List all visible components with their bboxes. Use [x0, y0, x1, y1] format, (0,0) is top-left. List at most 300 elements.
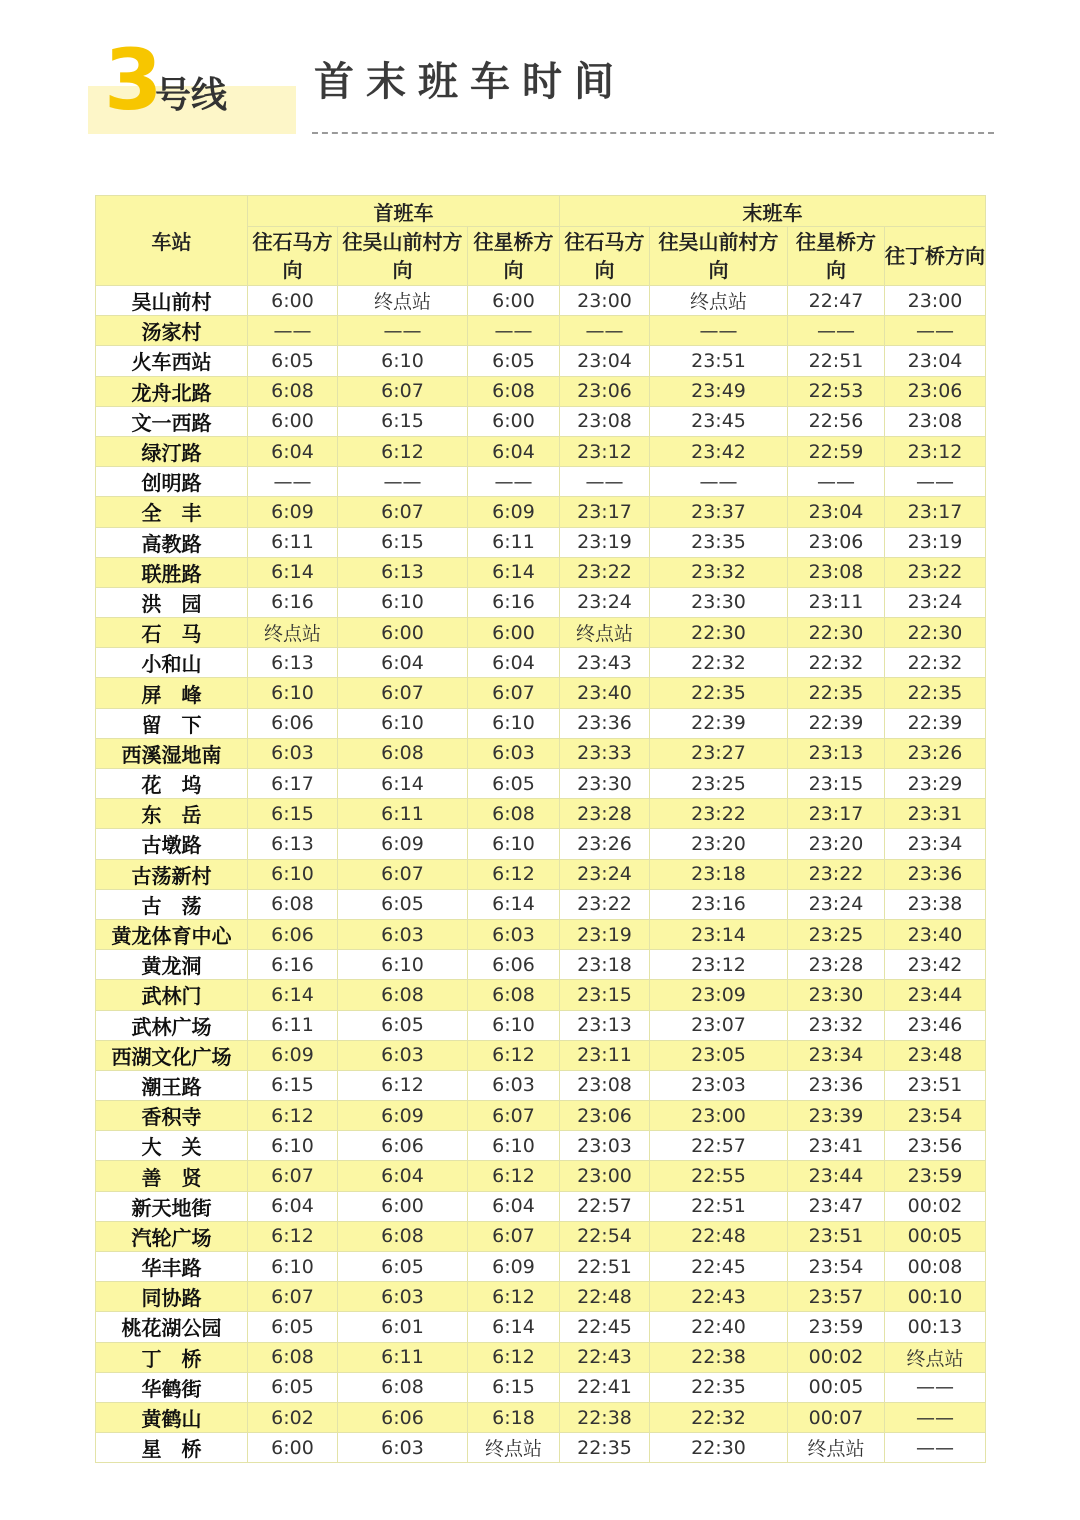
time-cell: 6:08 — [338, 1372, 468, 1402]
time-cell: 23:17 — [560, 497, 650, 527]
station-name: 古墩路 — [96, 829, 248, 859]
time-cell: 23:15 — [560, 980, 650, 1010]
time-cell: 6:12 — [468, 1282, 560, 1312]
time-cell: 22:56 — [788, 406, 885, 436]
time-cell: 23:07 — [650, 1010, 788, 1040]
time-cell: 6:00 — [338, 1191, 468, 1221]
time-cell: —— — [885, 1433, 986, 1463]
time-cell: 6:12 — [338, 1070, 468, 1100]
station-name: 吴山前村 — [96, 286, 248, 316]
time-cell: 23:42 — [650, 436, 788, 466]
time-cell: 6:07 — [338, 497, 468, 527]
table-row — [96, 1312, 986, 1342]
time-cell: 22:30 — [650, 618, 788, 648]
station-name: 东 岳 — [96, 799, 248, 829]
time-cell: 22:38 — [650, 1342, 788, 1372]
time-cell: 23:12 — [650, 950, 788, 980]
time-cell: 6:09 — [338, 1101, 468, 1131]
time-cell: 6:07 — [248, 1282, 338, 1312]
station-column-header: 车站 — [96, 196, 248, 286]
time-cell: 23:29 — [885, 769, 986, 799]
time-cell: 6:11 — [338, 1342, 468, 1372]
time-cell: 6:03 — [338, 919, 468, 949]
time-cell: 23:44 — [788, 1161, 885, 1191]
timetable — [95, 195, 986, 1463]
time-cell: 6:18 — [468, 1402, 560, 1432]
station-name: 同协路 — [96, 1282, 248, 1312]
time-cell: 23:25 — [788, 919, 885, 949]
station-name: 花 坞 — [96, 769, 248, 799]
time-cell: 6:05 — [468, 769, 560, 799]
time-cell: 终点站 — [338, 286, 468, 316]
time-cell: 6:07 — [338, 678, 468, 708]
time-cell: 终点站 — [248, 618, 338, 648]
time-cell: 22:35 — [650, 1372, 788, 1402]
time-cell: 6:10 — [248, 678, 338, 708]
time-cell: 6:16 — [248, 587, 338, 617]
time-cell: —— — [248, 316, 338, 346]
time-cell: 22:39 — [885, 708, 986, 738]
time-cell: 6:06 — [338, 1131, 468, 1161]
time-cell: 6:10 — [248, 859, 338, 889]
last-dir-header: 往吴山前村方向 — [650, 227, 788, 286]
station-name: 西溪湿地南 — [96, 738, 248, 768]
time-cell: 23:08 — [788, 557, 885, 587]
time-cell: 22:51 — [788, 346, 885, 376]
station-name: 汤家村 — [96, 316, 248, 346]
time-cell: 23:54 — [788, 1252, 885, 1282]
station-name: 新天地街 — [96, 1191, 248, 1221]
time-cell: 6:14 — [248, 980, 338, 1010]
time-cell: 6:00 — [338, 618, 468, 648]
time-cell: 6:15 — [248, 1070, 338, 1100]
table-row — [96, 497, 986, 527]
time-cell: 23:38 — [885, 889, 986, 919]
time-cell: 00:05 — [885, 1221, 986, 1251]
time-cell: 23:45 — [650, 406, 788, 436]
time-cell: 23:30 — [560, 769, 650, 799]
time-cell: 23:16 — [650, 889, 788, 919]
time-cell: 23:00 — [650, 1101, 788, 1131]
time-cell: 6:10 — [468, 829, 560, 859]
time-cell: 23:37 — [650, 497, 788, 527]
time-cell: 23:05 — [650, 1040, 788, 1070]
time-cell: 00:13 — [885, 1312, 986, 1342]
time-cell: 终点站 — [650, 286, 788, 316]
table-row — [96, 1070, 986, 1100]
time-cell: 23:17 — [788, 799, 885, 829]
time-cell: 6:11 — [248, 1010, 338, 1040]
time-cell: 23:20 — [650, 829, 788, 859]
table-row — [96, 527, 986, 557]
time-cell: 23:08 — [560, 1070, 650, 1100]
time-cell: 23:22 — [650, 799, 788, 829]
dashed-divider — [312, 132, 994, 134]
header-row-groups — [96, 196, 986, 227]
time-cell: —— — [338, 467, 468, 497]
time-cell: —— — [248, 467, 338, 497]
table-row — [96, 1221, 986, 1251]
station-name: 高教路 — [96, 527, 248, 557]
time-cell: 23:22 — [788, 859, 885, 889]
time-cell: 23:32 — [650, 557, 788, 587]
time-cell: 6:08 — [468, 980, 560, 1010]
table-row — [96, 980, 986, 1010]
time-cell: 23:51 — [788, 1221, 885, 1251]
first-train-group-header: 首班车 — [248, 196, 560, 227]
table-row — [96, 829, 986, 859]
time-cell: —— — [788, 316, 885, 346]
timetable-body — [96, 286, 986, 1463]
time-cell: 6:03 — [468, 1070, 560, 1100]
time-cell: 23:35 — [650, 527, 788, 557]
table-row — [96, 708, 986, 738]
table-row — [96, 1010, 986, 1040]
time-cell: 6:12 — [468, 1161, 560, 1191]
station-name: 黄龙洞 — [96, 950, 248, 980]
time-cell: 6:06 — [248, 919, 338, 949]
time-cell: 23:22 — [560, 889, 650, 919]
time-cell: 23:34 — [885, 829, 986, 859]
time-cell: —— — [788, 467, 885, 497]
table-row — [96, 889, 986, 919]
time-cell: 23:41 — [788, 1131, 885, 1161]
time-cell: 6:13 — [248, 648, 338, 678]
time-cell: 23:15 — [788, 769, 885, 799]
time-cell: 6:08 — [468, 799, 560, 829]
time-cell: 6:12 — [248, 1101, 338, 1131]
time-cell: 6:17 — [248, 769, 338, 799]
time-cell: 6:07 — [338, 376, 468, 406]
time-cell: 6:04 — [248, 436, 338, 466]
station-name: 火车西站 — [96, 346, 248, 376]
first-dir-header: 往石马方向 — [248, 227, 338, 286]
time-cell: 22:55 — [650, 1161, 788, 1191]
time-cell: 23:51 — [885, 1070, 986, 1100]
time-cell: 23:24 — [788, 889, 885, 919]
time-cell: 22:35 — [650, 678, 788, 708]
time-cell: 22:32 — [788, 648, 885, 678]
time-cell: 22:45 — [650, 1252, 788, 1282]
time-cell: 23:12 — [560, 436, 650, 466]
table-row — [96, 859, 986, 889]
time-cell: 00:02 — [885, 1191, 986, 1221]
station-name: 屏 峰 — [96, 678, 248, 708]
time-cell: 6:12 — [338, 436, 468, 466]
time-cell: 6:10 — [338, 587, 468, 617]
time-cell: 22:30 — [885, 618, 986, 648]
time-cell: 22:41 — [560, 1372, 650, 1402]
table-row — [96, 769, 986, 799]
time-cell: 23:09 — [650, 980, 788, 1010]
time-cell: 6:05 — [338, 1252, 468, 1282]
table-row — [96, 316, 986, 346]
time-cell: 23:49 — [650, 376, 788, 406]
time-cell: —— — [468, 316, 560, 346]
time-cell: 23:54 — [885, 1101, 986, 1131]
station-name: 潮王路 — [96, 1070, 248, 1100]
time-cell: 6:11 — [248, 527, 338, 557]
time-cell: 22:54 — [560, 1221, 650, 1251]
time-cell: 23:06 — [560, 1101, 650, 1131]
time-cell: —— — [338, 316, 468, 346]
time-cell: 23:11 — [788, 587, 885, 617]
time-cell: 23:26 — [885, 738, 986, 768]
time-cell: 23:00 — [885, 286, 986, 316]
time-cell: —— — [650, 467, 788, 497]
time-cell: 23:04 — [885, 346, 986, 376]
time-cell: 6:07 — [468, 678, 560, 708]
time-cell: 22:51 — [560, 1252, 650, 1282]
station-name: 汽轮广场 — [96, 1221, 248, 1251]
station-name: 武林广场 — [96, 1010, 248, 1040]
time-cell: 22:43 — [650, 1282, 788, 1312]
time-cell: 6:09 — [468, 497, 560, 527]
station-name: 武林门 — [96, 980, 248, 1010]
time-cell: 23:24 — [560, 859, 650, 889]
page-header — [0, 0, 1080, 150]
table-row — [96, 648, 986, 678]
time-cell: 23:28 — [560, 799, 650, 829]
table-row — [96, 587, 986, 617]
time-cell: 6:16 — [248, 950, 338, 980]
time-cell: 6:09 — [248, 1040, 338, 1070]
time-cell: 6:07 — [248, 1161, 338, 1191]
time-cell: 00:02 — [788, 1342, 885, 1372]
time-cell: 6:16 — [468, 587, 560, 617]
time-cell: 6:14 — [468, 557, 560, 587]
time-cell: —— — [885, 467, 986, 497]
time-cell: 6:04 — [338, 648, 468, 678]
table-row — [96, 286, 986, 316]
station-name: 大 关 — [96, 1131, 248, 1161]
time-cell: 6:08 — [338, 1221, 468, 1251]
time-cell: 23:18 — [650, 859, 788, 889]
time-cell: 23:12 — [885, 436, 986, 466]
station-name: 龙舟北路 — [96, 376, 248, 406]
time-cell: 6:12 — [468, 1040, 560, 1070]
time-cell: 22:32 — [650, 648, 788, 678]
time-cell: 23:33 — [560, 738, 650, 768]
time-cell: 6:15 — [338, 406, 468, 436]
table-row — [96, 1282, 986, 1312]
time-cell: 23:08 — [885, 406, 986, 436]
time-cell: 6:05 — [338, 889, 468, 919]
time-cell: 22:30 — [650, 1433, 788, 1463]
time-cell: 23:19 — [885, 527, 986, 557]
time-cell: 22:43 — [560, 1342, 650, 1372]
time-cell: 23:28 — [788, 950, 885, 980]
first-dir-header: 往星桥方向 — [468, 227, 560, 286]
time-cell: 22:53 — [788, 376, 885, 406]
time-cell: 22:32 — [650, 1402, 788, 1432]
table-row — [96, 376, 986, 406]
time-cell: 6:15 — [248, 799, 338, 829]
time-cell: 6:03 — [338, 1282, 468, 1312]
time-cell: 23:03 — [560, 1131, 650, 1161]
time-cell: 23:34 — [788, 1040, 885, 1070]
time-cell: 23:22 — [560, 557, 650, 587]
time-cell: 22:38 — [560, 1402, 650, 1432]
time-cell: 6:10 — [468, 708, 560, 738]
time-cell: 6:08 — [468, 376, 560, 406]
time-cell: 6:00 — [468, 286, 560, 316]
time-cell: 6:12 — [248, 1221, 338, 1251]
time-cell: 6:00 — [468, 618, 560, 648]
time-cell: 00:08 — [885, 1252, 986, 1282]
time-cell: 6:05 — [248, 1372, 338, 1402]
time-cell: 23:11 — [560, 1040, 650, 1070]
last-dir-header: 往星桥方向 — [788, 227, 885, 286]
time-cell: 23:22 — [885, 557, 986, 587]
last-dir-header: 往石马方向 — [560, 227, 650, 286]
time-cell: 6:01 — [338, 1312, 468, 1342]
time-cell: 23:30 — [788, 980, 885, 1010]
time-cell: 22:48 — [650, 1221, 788, 1251]
time-cell: 6:07 — [468, 1101, 560, 1131]
time-cell: 6:09 — [338, 829, 468, 859]
time-cell: 6:10 — [248, 1131, 338, 1161]
page-title: 首末班车时间 — [314, 59, 626, 105]
time-cell: 22:30 — [788, 618, 885, 648]
time-cell: 23:25 — [650, 769, 788, 799]
time-cell: 6:04 — [468, 648, 560, 678]
time-cell: 6:14 — [468, 1312, 560, 1342]
time-cell: —— — [885, 316, 986, 346]
time-cell: 6:08 — [338, 738, 468, 768]
time-cell: 22:51 — [650, 1191, 788, 1221]
time-cell: 6:10 — [468, 1131, 560, 1161]
time-cell: 23:17 — [885, 497, 986, 527]
station-name: 绿汀路 — [96, 436, 248, 466]
time-cell: 6:10 — [338, 708, 468, 738]
time-cell: 22:47 — [788, 286, 885, 316]
time-cell: 23:20 — [788, 829, 885, 859]
table-row — [96, 799, 986, 829]
time-cell: 6:10 — [468, 1010, 560, 1040]
time-cell: 6:04 — [248, 1191, 338, 1221]
time-cell: 终点站 — [560, 618, 650, 648]
time-cell: —— — [560, 316, 650, 346]
time-cell: 6:02 — [248, 1402, 338, 1432]
time-cell: 6:06 — [338, 1402, 468, 1432]
time-cell: 23:42 — [885, 950, 986, 980]
time-cell: 6:05 — [338, 1010, 468, 1040]
time-cell: 6:10 — [338, 346, 468, 376]
time-cell: 23:13 — [560, 1010, 650, 1040]
time-cell: 终点站 — [788, 1433, 885, 1463]
time-cell: 23:48 — [885, 1040, 986, 1070]
station-name: 华丰路 — [96, 1252, 248, 1282]
time-cell: 6:14 — [248, 557, 338, 587]
time-cell: 23:18 — [560, 950, 650, 980]
time-cell: 22:35 — [560, 1433, 650, 1463]
time-cell: 6:13 — [248, 829, 338, 859]
time-cell: 6:00 — [248, 1433, 338, 1463]
table-row — [96, 1433, 986, 1463]
time-cell: 23:06 — [788, 527, 885, 557]
time-cell: 6:15 — [468, 1372, 560, 1402]
time-cell: 6:13 — [338, 557, 468, 587]
station-name: 华鹤街 — [96, 1372, 248, 1402]
time-cell: 6:05 — [468, 346, 560, 376]
time-cell: 00:10 — [885, 1282, 986, 1312]
time-cell: 23:56 — [885, 1131, 986, 1161]
time-cell: 23:24 — [560, 587, 650, 617]
time-cell: 6:09 — [248, 497, 338, 527]
time-cell: —— — [650, 316, 788, 346]
time-cell: 22:45 — [560, 1312, 650, 1342]
time-cell: 23:59 — [885, 1161, 986, 1191]
time-cell: 6:08 — [338, 980, 468, 1010]
time-cell: 22:48 — [560, 1282, 650, 1312]
time-cell: —— — [885, 1402, 986, 1432]
time-cell: 23:40 — [560, 678, 650, 708]
table-row — [96, 738, 986, 768]
time-cell: 23:36 — [788, 1070, 885, 1100]
station-name: 石 马 — [96, 618, 248, 648]
time-cell: 23:04 — [788, 497, 885, 527]
time-cell: 6:03 — [468, 919, 560, 949]
time-cell: 6:03 — [338, 1040, 468, 1070]
time-cell: 6:15 — [338, 527, 468, 557]
line-number: 3 — [104, 31, 161, 129]
table-row — [96, 557, 986, 587]
time-cell: 22:39 — [650, 708, 788, 738]
table-row — [96, 1191, 986, 1221]
table-row — [96, 346, 986, 376]
line-suffix: 号线 — [155, 75, 228, 116]
time-cell: 6:07 — [468, 1221, 560, 1251]
time-cell: 6:10 — [338, 950, 468, 980]
time-cell: —— — [885, 1372, 986, 1402]
time-cell: 6:14 — [338, 769, 468, 799]
time-cell: 6:09 — [468, 1252, 560, 1282]
time-cell: 23:43 — [560, 648, 650, 678]
time-cell: 23:40 — [885, 919, 986, 949]
table-row — [96, 1372, 986, 1402]
table-row — [96, 678, 986, 708]
time-cell: 00:05 — [788, 1372, 885, 1402]
time-cell: 22:57 — [560, 1191, 650, 1221]
table-row — [96, 1161, 986, 1191]
time-cell: 23:57 — [788, 1282, 885, 1312]
time-cell: 23:51 — [650, 346, 788, 376]
time-cell: 23:36 — [560, 708, 650, 738]
time-cell: 6:06 — [468, 950, 560, 980]
time-cell: 23:19 — [560, 919, 650, 949]
time-cell: 6:06 — [248, 708, 338, 738]
table-row — [96, 436, 986, 466]
time-cell: 6:03 — [338, 1433, 468, 1463]
station-name: 黄龙体育中心 — [96, 919, 248, 949]
time-cell: 23:13 — [788, 738, 885, 768]
station-name: 联胜路 — [96, 557, 248, 587]
time-cell: 23:44 — [885, 980, 986, 1010]
time-cell: 6:04 — [338, 1161, 468, 1191]
time-cell: 22:32 — [885, 648, 986, 678]
time-cell: 6:05 — [248, 346, 338, 376]
time-cell: 22:35 — [885, 678, 986, 708]
time-cell: 6:04 — [468, 1191, 560, 1221]
time-cell: 6:08 — [248, 376, 338, 406]
table-row — [96, 1040, 986, 1070]
time-cell: 6:05 — [248, 1312, 338, 1342]
time-cell: —— — [468, 467, 560, 497]
time-cell: 6:00 — [248, 406, 338, 436]
time-cell: 23:24 — [885, 587, 986, 617]
time-cell: 23:26 — [560, 829, 650, 859]
